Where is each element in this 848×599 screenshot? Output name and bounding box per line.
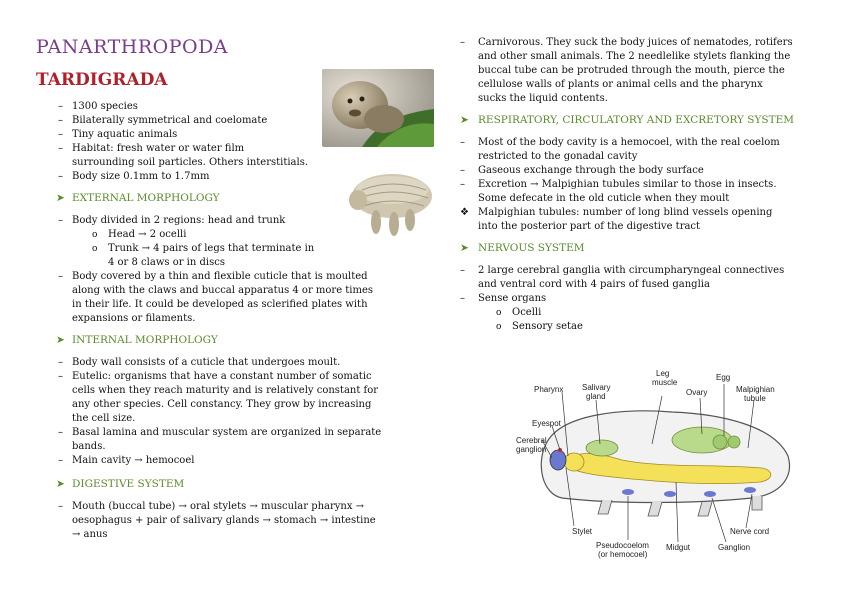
section-title: RESPIRATORY, CIRCULATORY AND EXCRETORY SYSTEM xyxy=(478,114,795,126)
label-cerebral: Cerebral xyxy=(516,436,547,445)
section-title: EXTERNAL MORPHOLOGY xyxy=(72,192,220,204)
list-item: sucks the liquid contents. xyxy=(478,93,608,104)
section-title: INTERNAL MORPHOLOGY xyxy=(72,334,218,346)
list-item: Body divided in 2 regions: head and trunk xyxy=(72,215,286,226)
arrow-bullet-icon: ➤ xyxy=(56,478,65,490)
tardigrade-photo-1 xyxy=(322,69,434,147)
tardigrade-photo-2 xyxy=(340,160,434,246)
tardigrade-anatomy-diagram xyxy=(512,364,808,564)
list-item: 1300 species xyxy=(72,101,138,112)
list-item: in their life. It could be developed as sclerified plates with xyxy=(72,299,368,310)
label-gland: gland xyxy=(586,392,606,401)
list-item: Mouth (buccal tube) → oral stylets → muscular pharynx → xyxy=(72,501,365,512)
label-tubule: tubule xyxy=(744,394,766,403)
list-item: Most of the body cavity is a hemocoel, with the real coelom xyxy=(478,137,780,148)
list-item: Eutelic: organisms that have a constant number of somatic xyxy=(72,371,372,382)
label-ovary: Ovary xyxy=(686,388,708,397)
list-item: Tiny aquatic animals xyxy=(72,129,178,140)
list-item: Carnivorous. They suck the body juices of nematodes, rotifers xyxy=(478,37,793,48)
list-item: Main cavity → hemocoel xyxy=(72,455,195,466)
label-leg: Leg xyxy=(656,369,670,378)
section-title: DIGESTIVE SYSTEM xyxy=(72,478,185,490)
list-item: → anus xyxy=(72,529,108,540)
list-item: Gaseous exchange through the body surface xyxy=(478,165,704,176)
list-item: Habitat: fresh water or water film xyxy=(72,143,245,154)
list-item: 2 large cerebral ganglia with circumpharyngeal connectives xyxy=(478,265,785,276)
label-egg: Egg xyxy=(716,373,731,382)
list-item: oesophagus + pair of salivary glands → stomach → intestine xyxy=(72,515,376,526)
diamond-bullet-icon: ❖ xyxy=(460,207,469,218)
label-eyespot: Eyespot xyxy=(532,419,561,428)
list-item: Sense organs xyxy=(478,293,547,304)
arrow-bullet-icon: ➤ xyxy=(56,334,65,346)
page-subtitle: TARDIGRADA xyxy=(36,70,168,90)
list-item: surrounding soil particles. Others interstitials. xyxy=(72,157,309,168)
label-muscle: muscle xyxy=(652,378,678,387)
label-pseudocoelom: Pseudocoelom xyxy=(596,541,649,550)
list-item: Malpighian tubules: number of long blind vessels opening xyxy=(478,207,773,218)
label-nerve-cord: Nerve cord xyxy=(730,527,770,536)
list-item: bands. xyxy=(72,441,106,452)
label-hemocoel: (or hemocoel) xyxy=(598,550,648,559)
list-item: Body covered by a thin and flexible cuticle that is moulted xyxy=(72,271,368,282)
label-ganglion-cerebral: ganglion xyxy=(516,445,547,454)
list-item: Sensory setae xyxy=(512,321,583,332)
list-item: expansions or filaments. xyxy=(72,313,196,324)
label-stylet: Stylet xyxy=(572,527,593,536)
label-ganglion: Ganglion xyxy=(718,543,751,552)
list-item: into the posterior part of the digestive tract xyxy=(478,221,701,232)
page-title: PANARTHROPODA xyxy=(36,36,229,58)
list-item: and other small animals. The 2 needlelike stylets flanking the xyxy=(478,51,791,62)
list-item: restricted to the gonadal cavity xyxy=(478,151,638,162)
list-item: the cell size. xyxy=(72,413,136,424)
arrow-bullet-icon: ➤ xyxy=(460,242,469,254)
list-item: Excretion → Malpighian tubules similar to those in insects. xyxy=(478,179,777,190)
list-item: Basal lamina and muscular system are organized in separate xyxy=(72,427,382,438)
list-item: any other species. Cell constancy. They grow by increasing xyxy=(72,399,372,410)
list-item: buccal tube can be protruded through the mouth, pierce the xyxy=(478,65,785,76)
list-item: Body size 0.1mm to 1.7mm xyxy=(72,171,210,182)
list-item: Body wall consists of a cuticle that undergoes moult. xyxy=(72,357,341,368)
list-item: Trunk → 4 pairs of legs that terminate in xyxy=(108,243,315,254)
section-title: NERVOUS SYSTEM xyxy=(478,242,585,254)
list-item: cellulose walls of plants or animal cells and the pharynx xyxy=(478,79,763,90)
list-item: cells when they reach maturity and is relatively constant for xyxy=(72,385,379,396)
label-salivary: Salivary xyxy=(582,383,611,392)
arrow-bullet-icon: ➤ xyxy=(460,114,469,126)
list-item: along with the claws and buccal apparatus 4 or more times xyxy=(72,285,374,296)
list-item: Ocelli xyxy=(512,307,542,318)
list-item: Some defecate in the old cuticle when they moult xyxy=(478,193,730,204)
label-pharynx: Pharynx xyxy=(534,385,564,394)
list-item: 4 or 8 claws or in discs xyxy=(108,257,225,268)
list-item: Head → 2 ocelli xyxy=(108,229,187,240)
list-item: Bilaterally symmetrical and coelomate xyxy=(72,115,268,126)
arrow-bullet-icon: ➤ xyxy=(56,192,65,204)
label-malpighian: Malpighian xyxy=(736,385,775,394)
list-item: and ventral cord with 4 pairs of fused ganglia xyxy=(478,279,710,290)
label-midgut: Midgut xyxy=(666,543,691,552)
